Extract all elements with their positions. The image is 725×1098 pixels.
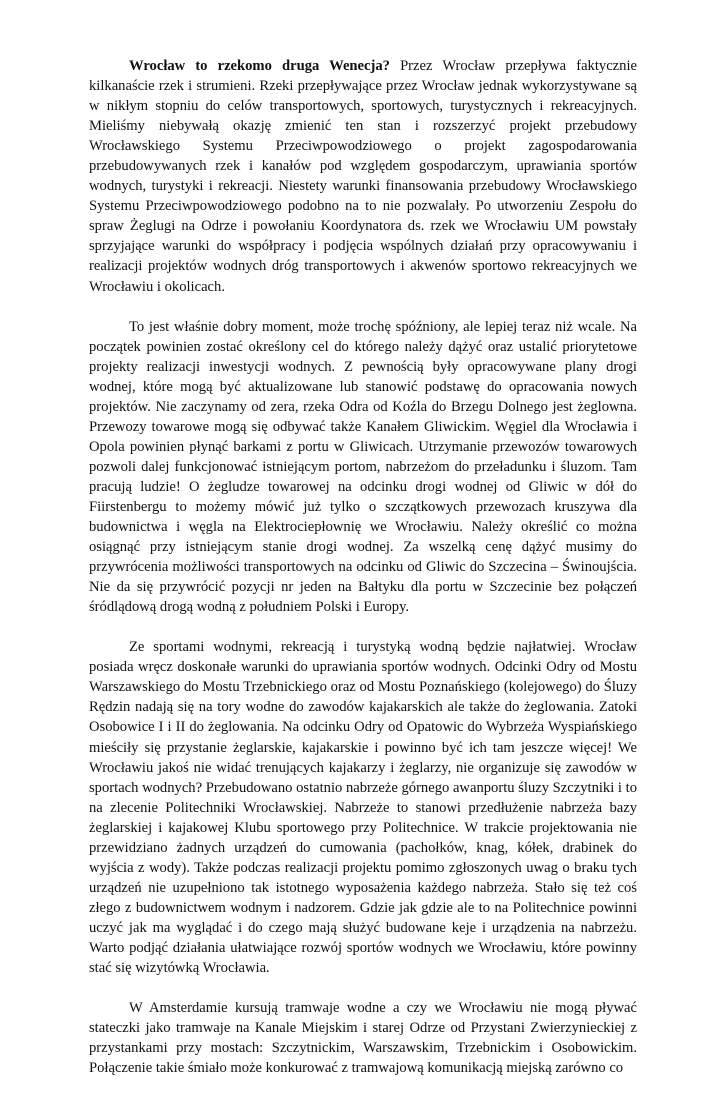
paragraph-text: Ze sportami wodnymi, rekreacją i turystyką wodną będzie najłatwiej. Wrocław posiada wręcz doskonałe warunki do uprawiania sportów wodnych. Odcinki Odry od Mostu Warszawskiego do Mostu Trzebnickiego oraz od Mostu Poznańskiego (kolejowego) do Śluzy Rędzin nadają się na tory wodne do zawodów kajakarskich ale także do żeglowania. Zatoki Osobowice I i II do żeglowania. Na odcinku Odry od Opatowic do Wybrzeża Wyspiańskiego mieściły się przystanie żeglarskie, kajakarskie i powinno być ich tam jeszcze więcej! We Wrocławiu jakoś nie widać trenujących kajakarzy i żeglarzy, nie organizuje się zawodów w sportach wodnych? Przebudowano ostatnio nabrzeże górnego awanportu śluzy Szczytniki i to na zlecenie Politechniki Wrocławskiej. Nabrzeże to stanowi przedłużenie nabrzeża bazy żeglarskiej i kajakowej Klubu sportowego przy Politechnice. W trakcie projektowania nie przewidziano żadnych urządzeń do cumowania (pachołków, knag, kółek, drabinek do wyjścia z wody). Także podczas realizacji projektu pomimo zgłoszonych uwag o braku tych urządzeń nie uzupełniono tak istotnego wyposażenia każdego nabrzeża. Stało się też coś złego z budownictwem wodnym i nadzorem. Gdzie jak gdzie ale to na Politechnice powinni uczyć jak ma wyglądać i do czego mają służyć budowane keje i urządzenia na nabrzeżu. Warto podjąć działania ułatwiające rozwój sportów wodnych we Wrocławiu, które powinny stać się wizytówką Wrocławia.: [89, 639, 637, 977]
paragraph-water-trams: [89, 998, 637, 1078]
paragraph-text: Przez Wrocław przepływa faktycznie kilkanaście rzek i strumieni. Rzeki przepływające przez Wrocław jednak wykorzystywane są w nikłym stopniu do celów transportowych, sportowych, turystycznych i rekreacyjnych. Mieliśmy niebywałą okazję zmienić ten stan i rozszerzyć projekt przebudowy Wrocławskiego Systemu Przeciwpowodziowego o projekt zagospodarowania przebudowywanych rzek i kanałów pod względem gospodarczym, uprawiania sportów wodnych, turystyki i rekreacji. Niestety warunki finansowania przebudowy Wrocławskiego Systemu Przeciwpowodziowego podobno na to nie pozwalały. Po utworzeniu Zespołu do spraw Żeglugi na Odrze i powołaniu Koordynatora ds. rzek we Wrocławiu UM powstały sprzyjające warunki do współpracy i podjęcia wspólnych działań przy opracowywaniu i realizacji projektów wodnych dróg transportowych i akwenów sportowo rekreacyjnych we Wrocławiu i okolicach.: [89, 58, 637, 295]
paragraph-water-sports: [89, 637, 637, 978]
paragraph-venice: [89, 56, 637, 297]
paragraph-lead-heading: Wrocław to rzekomo druga Wenecja?: [129, 58, 390, 74]
paragraph-text: W Amsterdamie kursują tramwaje wodne a czy we Wrocławiu nie mogą pływać stateczki jako tramwaje na Kanale Miejskim i starej Odrze od Przystani Zwierzynieckiej z przystankami przy mostach: Szczytnickim, Warszawskim, Trzebnickim i Osobowickim. Połączenie takie śmiało może konkurować z tramwajową komunikacją miejską zarówno co: [89, 1000, 637, 1077]
paragraph-text: To jest właśnie dobry moment, może trochę spóźniony, ale lepiej teraz niż wcale. Na początek powinien zostać określony cel do którego należy dążyć oraz ustalić priorytetowe projekty realizacji inwestycji wodnych. Z pewnością były opracowywane plany drogi wodnej, które mogą być aktualizowane lub stanowić podstawę do opracowania nowych projektów. Nie zaczynamy od zera, rzeka Odra od Koźla do Brzegu Dolnego jest żeglowna. Przewozy towarowe mogą się odbywać także Kanałem Gliwickim. Węgiel dla Wrocławia i Opola powinien płynąć barkami z portu w Gliwicach. Utrzymanie przewozów towarowych pozwoli dalej funkcjonować istniejącym portom, nabrzeżom do przeładunku i śluzom. Tam pracują ludzie! O żegludze towarowej na odcinku drogi wodnej od Gliwic w dół do Fiirstenbergu to możemy mówić już tylko o szczątkowych przewozach kruszywa dla budownictwa i węgla na Elektrociepłownię we Wrocławiu. Należy określić co można osiągnąć przy istniejącym stanie drogi wodnej. Za wszelką cenę dążyć musimy do przywrócenia możliwości transportowych na odcinku od Gliwic do Szczecina – Świnoujścia. Nie da się przywrócić pozycji nr jeden na Bałtyku dla portu w Szczecinie bez połączeń śródlądową drogą wodną z południem Polski i Europy.: [89, 318, 637, 616]
paragraph-transport: [89, 317, 637, 618]
document-body: [89, 56, 637, 1098]
